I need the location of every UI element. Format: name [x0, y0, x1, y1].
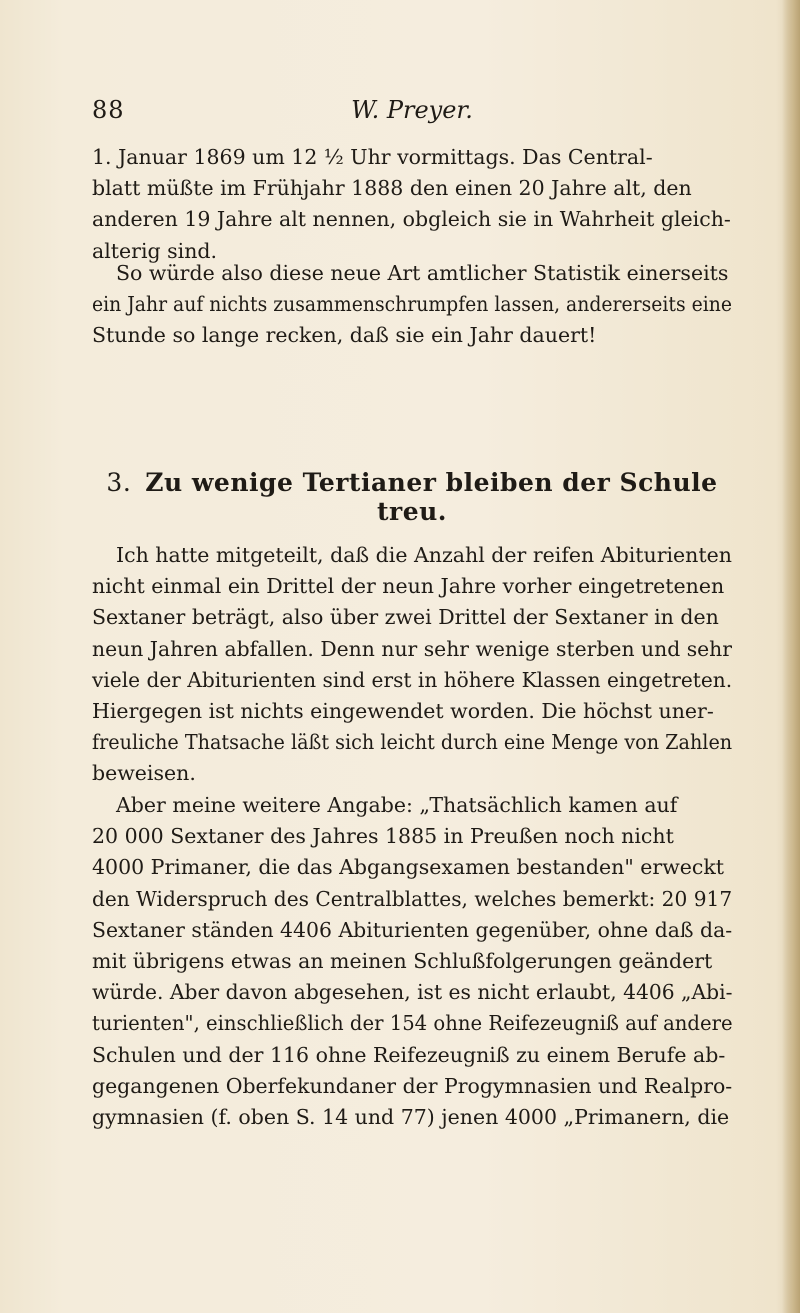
paragraph-1	[92, 142, 732, 267]
paragraph-2	[92, 258, 732, 352]
text-line: beweisen.	[92, 761, 196, 786]
text-line: nicht einmal ein Drittel der neun Jahre vorher eingetretenen	[92, 574, 725, 599]
text-line: 20 000 Sextaner des Jahres 1885 in Preußen noch nicht	[92, 824, 674, 849]
text-line: Sextaner ständen 4406 Abiturienten gegenüber, ohne daß da-	[92, 917, 733, 942]
text-line: Stunde so lange recken, daß sie ein Jahr dauert!	[92, 323, 597, 348]
text-line: Hiergegen ist nichts eingewendet worden. Die höchst uner-	[92, 699, 714, 724]
page-edge-shadow	[782, 0, 800, 1313]
text-line: gegangenen Oberfekundaner der Progymnasien und Realpro-	[92, 1073, 733, 1098]
text-line: So würde also diese neue Art amtlicher Statistik einerseits	[116, 261, 729, 285]
text-line: Schulen und der 116 ohne Reifezeugniß zu einem Berufe ab-	[92, 1042, 726, 1067]
paragraph-3	[92, 540, 732, 790]
page-header	[92, 96, 732, 130]
page-number: 88	[92, 96, 125, 124]
section-number: 3.	[106, 468, 132, 497]
text-line: würde. Aber davon abgesehen, ist es nicht erlaubt, 4406 „Abi-	[92, 980, 733, 1005]
text-line: ein Jahr auf nichts zusammenschrumpfen lassen, andererseits eine	[92, 292, 732, 317]
text-line: turienten", einschließlich der 154 ohne Reifezeugniß auf andere	[92, 1011, 733, 1036]
text-line: mit übrigens etwas an meinen Schlußfolgerungen geändert	[92, 949, 713, 974]
text-line: Sextaner beträgt, also über zwei Drittel der Sextaner in den	[92, 605, 719, 630]
text-line: anderen 19 Jahre alt nennen, obgleich sie in Wahrheit gleich-	[92, 207, 731, 232]
text-line: gymnasien (f. oben S. 14 und 77) jenen 4000 „Primanern, die	[92, 1105, 730, 1130]
section-title: Zu wenige Tertianer bleiben der Schule treu.	[145, 468, 718, 526]
text-line: blatt müßte im Frühjahr 1888 den einen 20 Jahre alt, den	[92, 176, 692, 201]
text-line: alterig sind.	[92, 238, 218, 263]
text-line: neun Jahren abfallen. Denn nur sehr wenige sterben und sehr	[92, 636, 732, 661]
text-line: 1. Januar 1869 um 12 ½ Uhr vormittags. Das Central-	[92, 145, 653, 169]
text-line: Ich hatte mitgeteilt, daß die Anzahl der reifen Abiturienten	[116, 543, 732, 567]
text-line: Aber meine weitere Angabe: „Thatsächlich kamen auf	[116, 793, 678, 817]
text-line: 4000 Primaner, die das Abgangsexamen bestanden" erweckt	[92, 855, 725, 880]
text-line: den Widerspruch des Centralblattes, welches bemerkt: 20 917	[92, 886, 733, 911]
running-title: W. Preyer.	[351, 96, 473, 124]
text-line: viele der Abiturienten sind erst in höhere Klassen eingetreten.	[92, 667, 733, 692]
section-heading	[92, 468, 732, 526]
text-line: freuliche Thatsache läßt sich leicht durch eine Menge von Zahlen	[92, 730, 733, 755]
paragraph-4	[92, 790, 732, 1133]
